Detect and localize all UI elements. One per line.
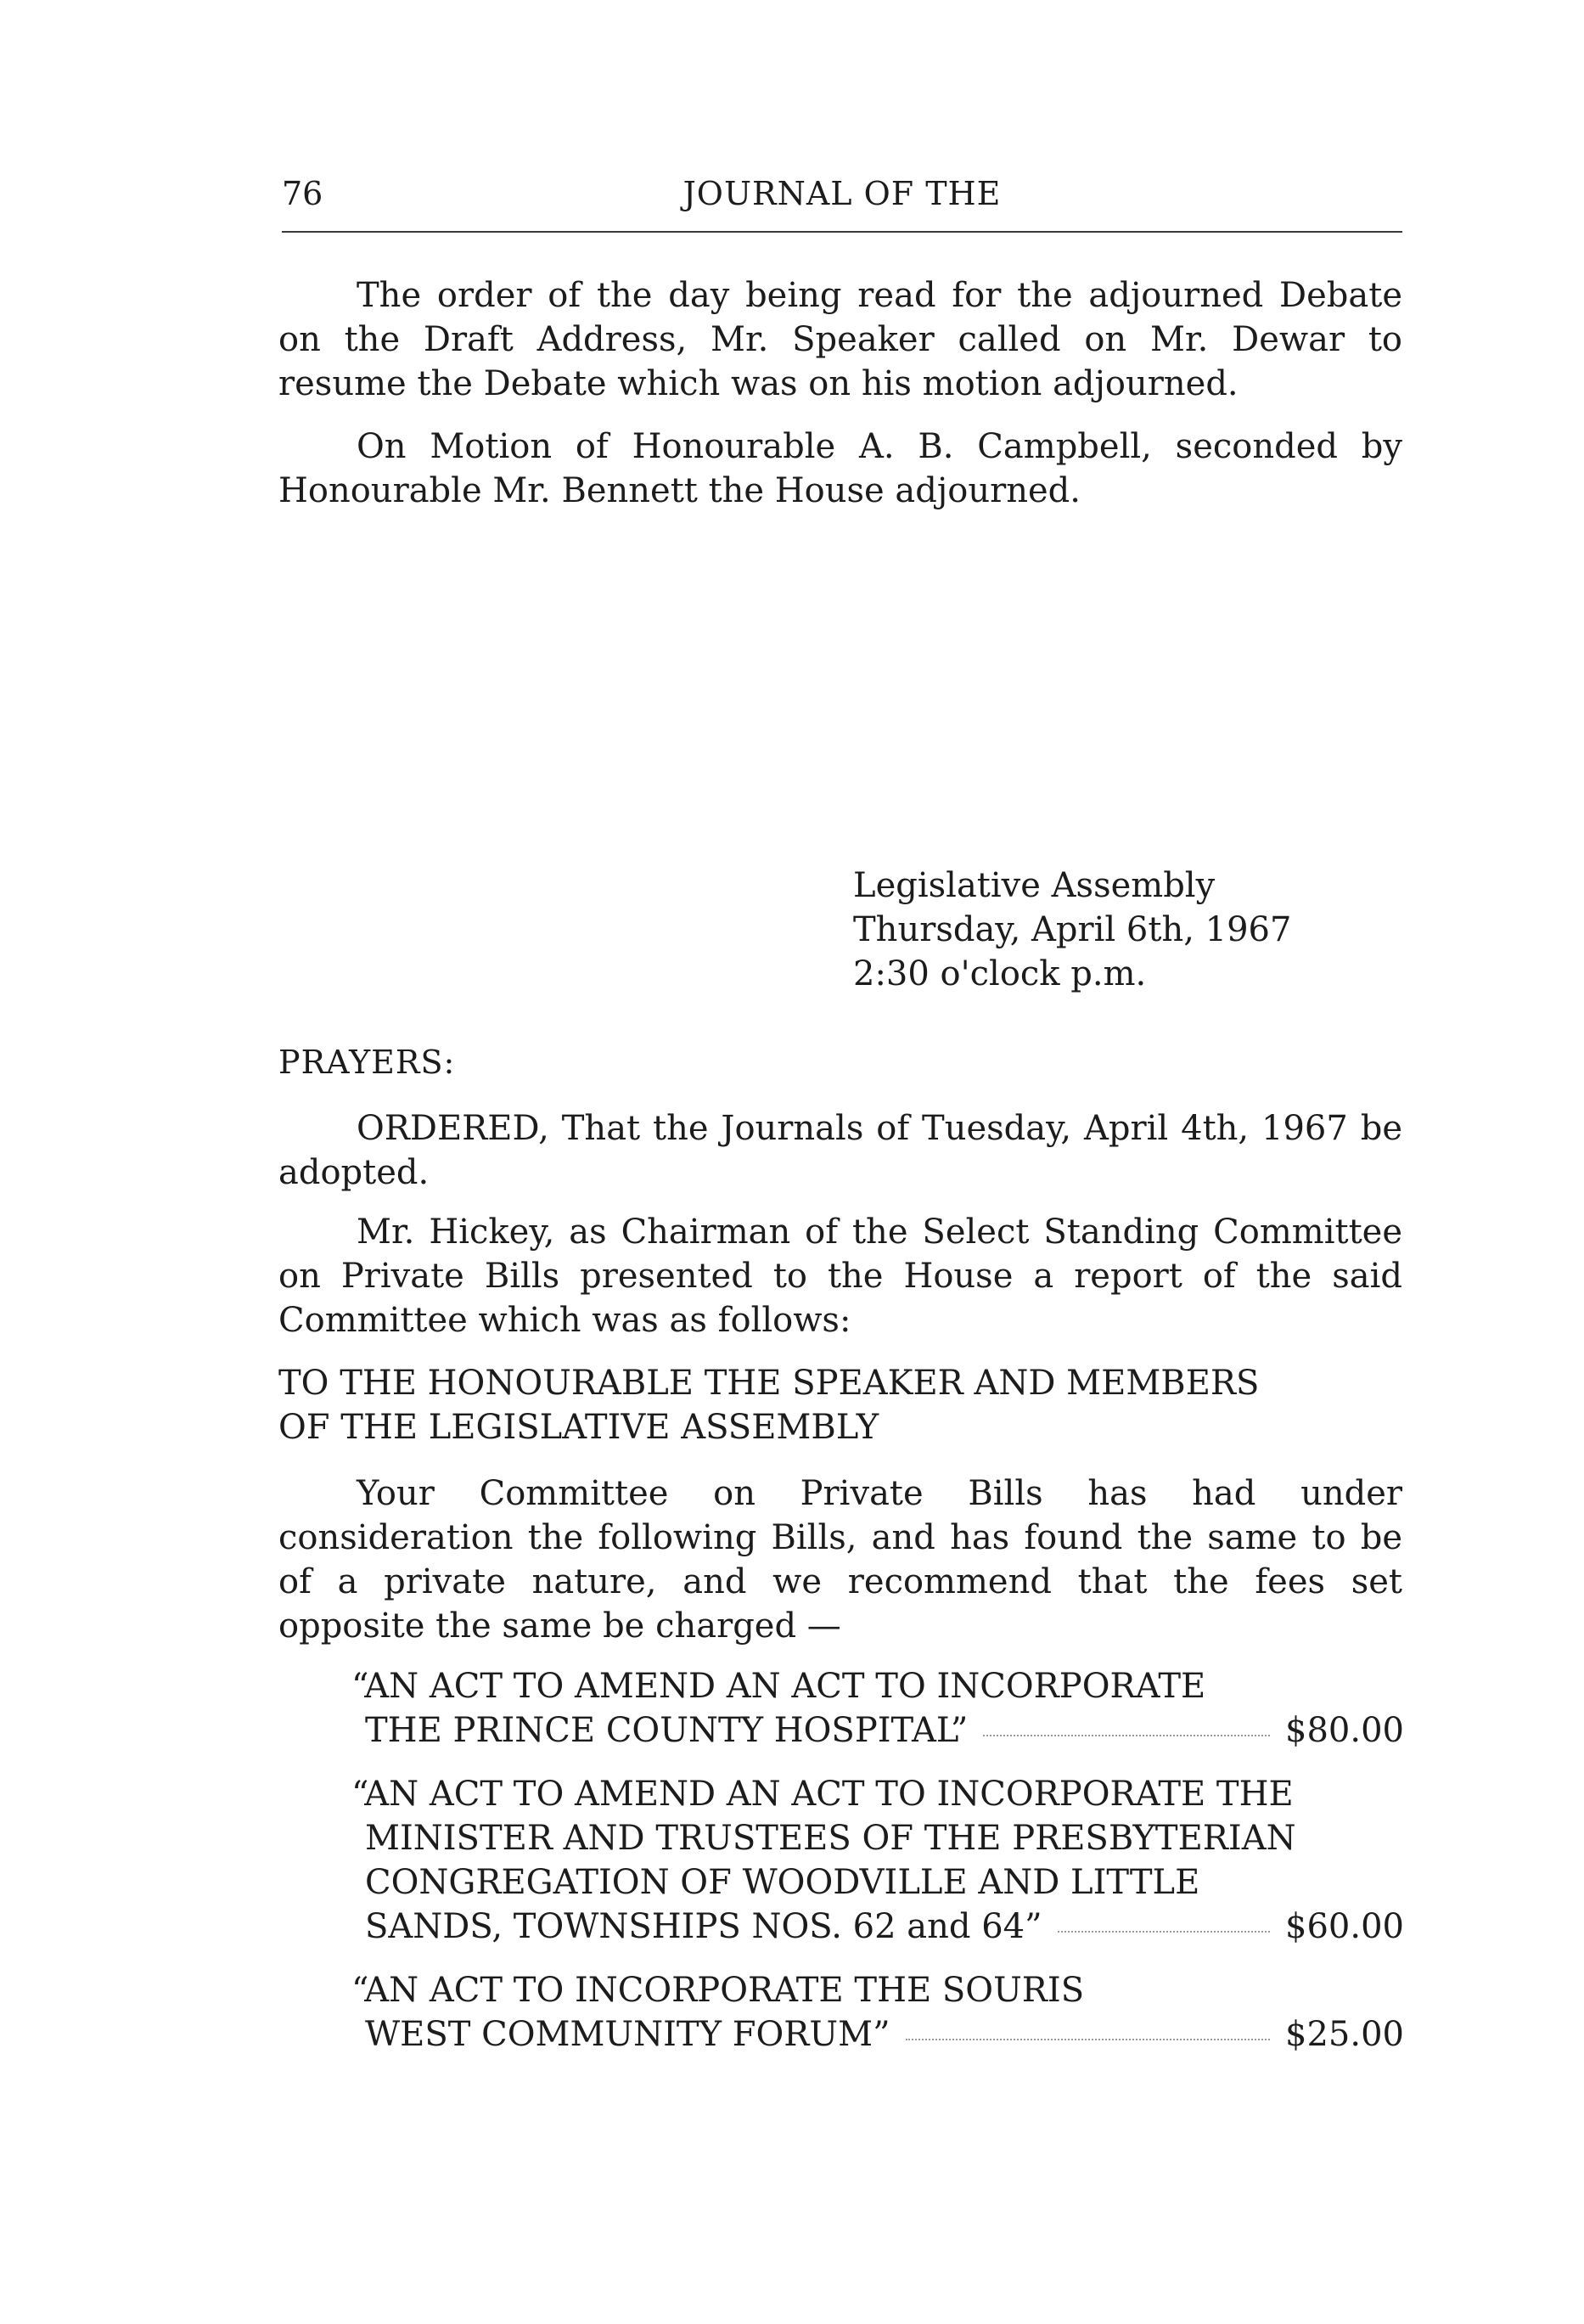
sitting-date: Thursday, April 6th, 1967 bbox=[853, 910, 1292, 949]
bill-title-line: THE PRINCE COUNTY HOSPITAL” bbox=[365, 1711, 969, 1750]
committee-report-intro: Mr. Hickey, as Chairman of the Select Standing Committee on Private Bills presented to the House a report of the said Committee which was as follows: bbox=[278, 1213, 1402, 1340]
address-line-1: TO THE HONOURABLE THE SPEAKER AND MEMBERS bbox=[278, 1364, 1260, 1403]
prayers-heading: PRAYERS: bbox=[278, 1044, 456, 1081]
sitting-time: 2:30 o'clock p.m. bbox=[853, 954, 1147, 993]
order-of-day-paragraph: The order of the day being read for the adjourned Debate on the Draft Address, Mr. Speaker called on Mr. Dewar to resume the Debate which was on his motion adjourned. bbox=[278, 276, 1402, 403]
bill-item bbox=[351, 1664, 1404, 1753]
page-header bbox=[282, 170, 1402, 233]
dot-leader bbox=[983, 1735, 1270, 1736]
ordered-paragraph: ORDERED, That the Journals of Tuesday, April 4th, 1967 be adopted. bbox=[278, 1109, 1402, 1192]
bill-fee: $60.00 bbox=[1285, 1907, 1404, 1946]
bill-fee: $25.00 bbox=[1285, 2015, 1404, 2054]
sitting-body: Legislative Assembly bbox=[853, 866, 1216, 905]
bill-item bbox=[351, 1968, 1404, 2057]
running-head: JOURNAL OF THE bbox=[682, 175, 1002, 212]
dot-leader bbox=[906, 2039, 1271, 2040]
report-address bbox=[278, 1361, 1259, 1449]
bill-title-line: “AN ACT TO AMEND AN ACT TO INCORPORATE THE bbox=[351, 1775, 1294, 1814]
bill-title-line: WEST COMMUNITY FORUM” bbox=[365, 2015, 890, 2054]
bill-fee: $80.00 bbox=[1285, 1711, 1404, 1750]
dot-leader bbox=[1058, 1931, 1270, 1933]
address-line-2: OF THE LEGISLATIVE ASSEMBLY bbox=[278, 1408, 879, 1447]
bill-item bbox=[351, 1772, 1404, 1949]
bill-title-line: “AN ACT TO INCORPORATE THE SOURIS bbox=[351, 1971, 1085, 2010]
page-number: 76 bbox=[282, 175, 323, 212]
sitting-heading bbox=[853, 864, 1291, 996]
committee-report-body: Your Committee on Private Bills has had under consideration the following Bills, and has found the same to be of a private nature, and we recommend that the fees set opposite the same be charged — bbox=[278, 1474, 1402, 1646]
bill-fee-line bbox=[351, 1905, 1404, 1949]
bill-fee-line bbox=[351, 2012, 1404, 2057]
bill-title-line: CONGREGATION OF WOODVILLE AND LITTLE bbox=[365, 1863, 1200, 1902]
bill-title-line: “AN ACT TO AMEND AN ACT TO INCORPORATE bbox=[351, 1667, 1206, 1706]
bill-title-line: MINISTER AND TRUSTEES OF THE PRESBYTERIAN bbox=[365, 1819, 1296, 1858]
bill-fee-line bbox=[351, 1708, 1404, 1753]
bill-title-line: SANDS, TOWNSHIPS NOS. 62 and 64” bbox=[365, 1907, 1042, 1946]
adjournment-motion-paragraph: On Motion of Honourable A. B. Campbell, seconded by Honourable Mr. Bennett the House adjourned. bbox=[278, 427, 1402, 510]
